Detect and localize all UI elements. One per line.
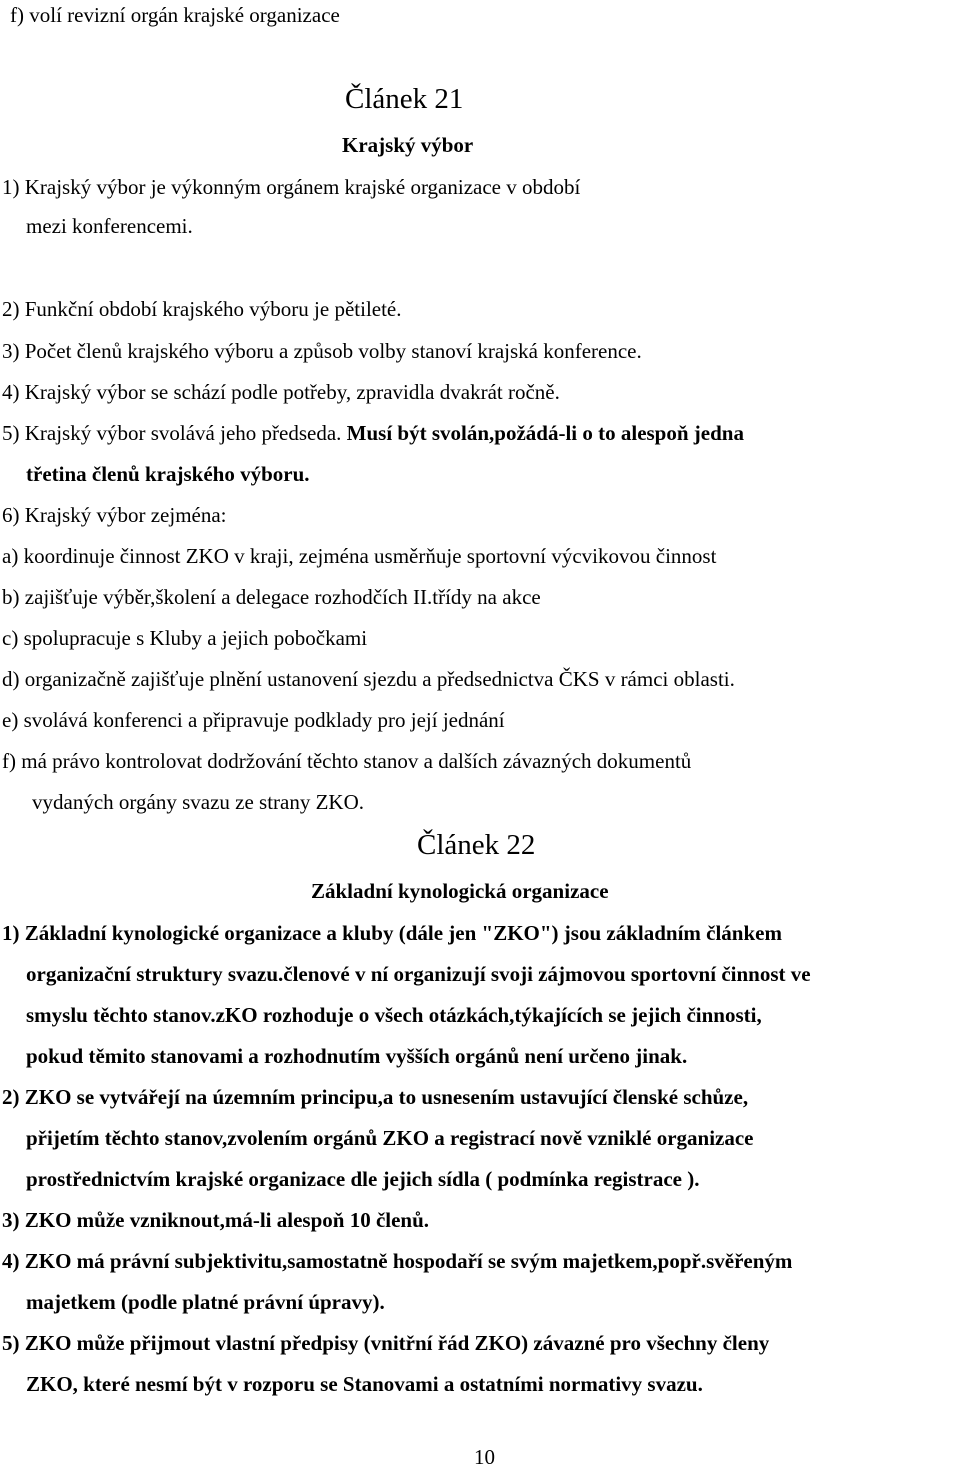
article21-p6-d: d) organizačně zajišťuje plnění ustanovení sjezdu a předsednictva ČKS v rámci oblasti. [2, 667, 735, 691]
article21-p6: 6) Krajský výbor zejména: [2, 503, 227, 527]
article22-p1-line1: 1) Základní kynologické organizace a kluby (dále jen "ZKO") jsou základním článkem [2, 921, 782, 945]
article21-subtitle: Krajský výbor [342, 133, 474, 157]
article22-p4-line2: majetkem (podle platné právní úpravy). [26, 1290, 385, 1314]
article21-p1-line2: mezi konferencemi. [26, 214, 193, 238]
article22-p5-line1: 5) ZKO může přijmout vlastní předpisy (vnitřní řád ZKO) závazné pro všechny členy [2, 1331, 770, 1355]
article22-p3: 3) ZKO může vzniknout,má-li alespoň 10 členů. [2, 1208, 430, 1232]
article21-p4: 4) Krajský výbor se schází podle potřeby, zpravidla dvakrát ročně. [2, 380, 560, 404]
article21-p1-line1: 1) Krajský výbor je výkonným orgánem krajské organizace v období [2, 175, 581, 199]
article21-p5-line2: třetina členů krajského výboru. [26, 462, 310, 486]
page-number: 10 [474, 1445, 495, 1469]
article20-item-f: f) volí revizní orgán krajské organizace [10, 3, 340, 27]
article22-p4-line1: 4) ZKO má právní subjektivitu,samostatně hospodaří se svým majetkem,popř.svěřeným [2, 1249, 793, 1273]
article22-p5-line2: ZKO, které nesmí být v rozporu se Stanovami a ostatními normativy svazu. [26, 1372, 703, 1396]
article21-p6-b: b) zajišťuje výběr,školení a delegace rozhodčích II.třídy na akce [2, 585, 541, 609]
article22-p1-line4: pokud těmito stanovami a rozhodnutím vyšších orgánů není určeno jinak. [26, 1044, 688, 1068]
article21-p6-a: a) koordinuje činnost ZKO v kraji, zejména usměrňuje sportovní výcvikovou činnost [2, 544, 717, 568]
article21-p6-e: e) svolává konferenci a připravuje podklady pro její jednání [2, 708, 505, 732]
article22-p2-line1: 2) ZKO se vytvářejí na územním principu,a to usnesením ustavující členské schůze, [2, 1085, 749, 1109]
article22-p2-line2: přijetím těchto stanov,zvolením orgánů ZKO a registrací nově vzniklé organizace [26, 1126, 754, 1150]
article21-p5-part1: 5) Krajský výbor svolává jeho předseda. [2, 421, 342, 445]
article21-p6-f-line1: f) má právo kontrolovat dodržování těchto stanov a dalších závazných dokumentů [2, 749, 692, 773]
article22-p1-line2: organizační struktury svazu.členové v ní organizují svoji zájmovou sportovní činnost ve [26, 962, 811, 986]
article22-p2-line3: prostřednictvím krajské organizace dle jejich sídla ( podmínka registrace ). [26, 1167, 700, 1191]
article21-p5-part2: Musí být svolán,požádá-li o to alespoň jedna [341, 421, 744, 445]
article22-title: Článek 22 [417, 829, 536, 861]
article22-subtitle: Základní kynologická organizace [311, 879, 609, 903]
article22-p1-line3: smyslu těchto stanov.zKO rozhoduje o všech otázkách,týkajících se jejich činnosti, [26, 1003, 762, 1027]
article21-p6-c: c) spolupracuje s Kluby a jejich pobočkami [2, 626, 368, 650]
article21-p3: 3) Počet členů krajského výboru a způsob volby stanoví krajská konference. [2, 339, 642, 363]
article21-title: Článek 21 [345, 83, 464, 115]
article21-p2: 2) Funkční období krajského výboru je pětileté. [2, 297, 402, 321]
article21-p6-f-line2: vydaných orgány svazu ze strany ZKO. [32, 790, 365, 814]
article21-p5-line1 [2, 420, 744, 446]
